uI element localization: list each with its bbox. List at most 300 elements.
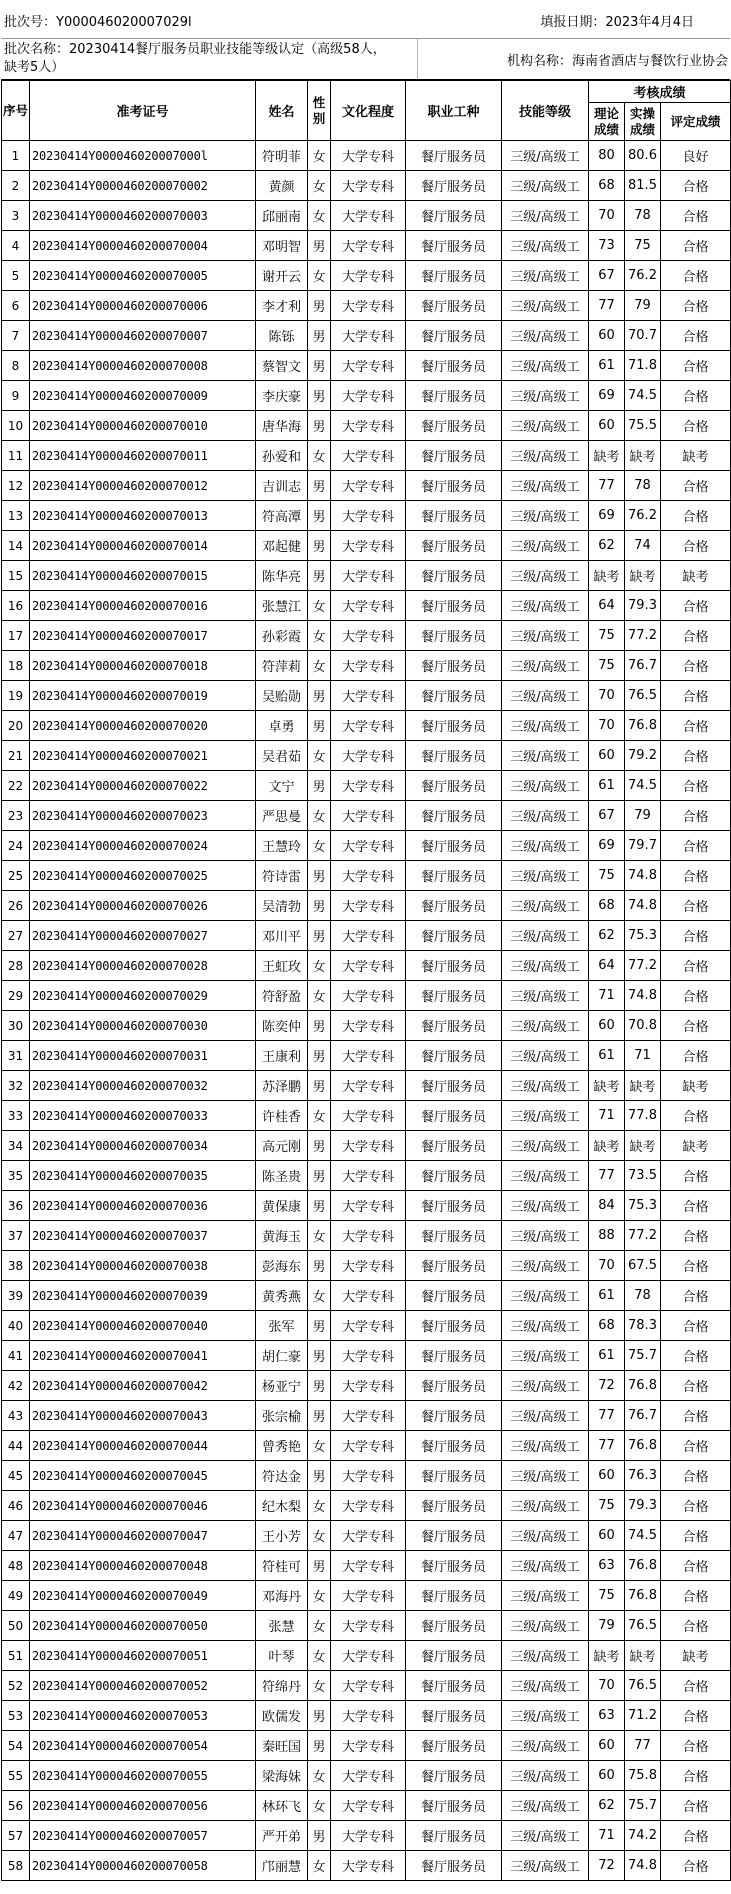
cell-ticket: 20230414Y0000460200070037 [30,1221,256,1251]
info-divider [417,39,418,79]
cell-level: 三级/高级工 [502,1821,589,1851]
cell-name: 吴君茹 [256,741,308,771]
cell-practice: 71 [625,1041,661,1071]
cell-education: 大学专科 [331,921,406,951]
cell-seq: 54 [2,1731,30,1761]
cell-name: 唐华海 [256,411,308,441]
cell-gender: 男 [308,1191,331,1221]
cell-rating: 合格 [661,1311,731,1341]
cell-practice: 70.7 [625,321,661,351]
cell-name: 符达金 [256,1461,308,1491]
fill-date: 填报日期：2023年4月4日 [540,15,694,30]
cell-ticket: 20230414Y0000460200070005 [30,261,256,291]
cell-level: 三级/高级工 [502,441,589,471]
cell-occupation: 餐厅服务员 [406,141,502,171]
table-row [2,1071,731,1101]
table-row [2,411,731,441]
cell-ticket: 20230414Y0000460200070027 [30,921,256,951]
cell-level: 三级/高级工 [502,1761,589,1791]
cell-rating: 合格 [661,1341,731,1371]
cell-level: 三级/高级工 [502,351,589,381]
cell-practice: 78 [625,471,661,501]
table-row [2,1041,731,1071]
cell-level: 三级/高级工 [502,1191,589,1221]
cell-practice: 79 [625,291,661,321]
cell-practice: 74.5 [625,381,661,411]
cell-education: 大学专科 [331,1191,406,1221]
cell-theory: 62 [589,921,625,951]
cell-seq: 12 [2,471,30,501]
cell-theory: 80 [589,141,625,171]
cell-seq: 20 [2,711,30,741]
cell-seq: 22 [2,771,30,801]
cell-occupation: 餐厅服务员 [406,861,502,891]
cell-practice: 71.2 [625,1701,661,1731]
batch-name: 批次名称：20230414餐厅服务员职业技能等级认定（高级58人，缺考5人） [4,42,386,75]
cell-education: 大学专科 [331,411,406,441]
cell-education: 大学专科 [331,1101,406,1131]
cell-name: 符高潭 [256,501,308,531]
cell-practice: 76.8 [625,1581,661,1611]
cell-education: 大学专科 [331,141,406,171]
results-body [2,141,731,1881]
cell-theory: 69 [589,381,625,411]
cell-seq: 45 [2,1461,30,1491]
cell-occupation: 餐厅服务员 [406,1191,502,1221]
cell-rating: 合格 [661,1671,731,1701]
cell-occupation: 餐厅服务员 [406,291,502,321]
cell-education: 大学专科 [331,1671,406,1701]
cell-occupation: 餐厅服务员 [406,1581,502,1611]
table-row [2,1131,731,1161]
cell-occupation: 餐厅服务员 [406,1611,502,1641]
table-row [2,231,731,261]
cell-gender: 女 [308,261,331,291]
table-row [2,861,731,891]
table-row [2,1311,731,1341]
cell-ticket: 20230414Y0000460200070053 [30,1701,256,1731]
cell-level: 三级/高级工 [502,1551,589,1581]
cell-name: 陈奕仲 [256,1011,308,1041]
cell-seq: 39 [2,1281,30,1311]
cell-name: 秦旺国 [256,1731,308,1761]
header-scores: 考核成绩 [589,81,731,103]
cell-theory: 77 [589,1401,625,1431]
cell-gender: 男 [308,1821,331,1851]
cell-education: 大学专科 [331,891,406,921]
cell-rating: 合格 [661,291,731,321]
cell-education: 大学专科 [331,1491,406,1521]
cell-theory: 69 [589,501,625,531]
cell-rating: 合格 [661,1221,731,1251]
cell-seq: 2 [2,171,30,201]
cell-ticket: 20230414Y0000460200070046 [30,1491,256,1521]
cell-theory: 71 [589,1821,625,1851]
cell-theory: 60 [589,741,625,771]
cell-occupation: 餐厅服务员 [406,801,502,831]
cell-seq: 58 [2,1851,30,1881]
cell-occupation: 餐厅服务员 [406,1491,502,1521]
cell-level: 三级/高级工 [502,1041,589,1071]
cell-theory: 63 [589,1701,625,1731]
cell-practice: 76.2 [625,501,661,531]
cell-rating: 合格 [661,231,731,261]
cell-occupation: 餐厅服务员 [406,1701,502,1731]
cell-ticket: 20230414Y0000460200070010 [30,411,256,441]
cell-practice: 79.7 [625,831,661,861]
cell-ticket: 20230414Y0000460200070045 [30,1461,256,1491]
header-gender: 性别 [308,81,331,141]
table-row [2,1701,731,1731]
cell-rating: 合格 [661,1821,731,1851]
table-row [2,1161,731,1191]
cell-practice: 78 [625,201,661,231]
cell-education: 大学专科 [331,651,406,681]
cell-gender: 男 [308,1041,331,1071]
table-row [2,1731,731,1761]
cell-practice: 74.8 [625,1851,661,1881]
table-row [2,261,731,291]
cell-gender: 女 [308,1791,331,1821]
cell-seq: 35 [2,1161,30,1191]
cell-practice: 79 [625,801,661,831]
cell-name: 卓勇 [256,711,308,741]
cell-ticket: 20230414Y0000460200070012 [30,471,256,501]
cell-name: 邓起健 [256,531,308,561]
cell-name: 孙彩霞 [256,621,308,651]
cell-rating: 缺考 [661,1131,731,1161]
cell-level: 三级/高级工 [502,1131,589,1161]
cell-gender: 女 [308,171,331,201]
cell-gender: 男 [308,1311,331,1341]
table-row [2,1491,731,1521]
cell-rating: 合格 [661,1551,731,1581]
cell-rating: 合格 [661,1251,731,1281]
cell-occupation: 餐厅服务员 [406,1731,502,1761]
cell-gender: 女 [308,1101,331,1131]
cell-seq: 47 [2,1521,30,1551]
cell-theory: 60 [589,411,625,441]
cell-seq: 33 [2,1101,30,1131]
cell-occupation: 餐厅服务员 [406,321,502,351]
cell-seq: 56 [2,1791,30,1821]
cell-ticket: 20230414Y0000460200070018 [30,651,256,681]
cell-name: 林环飞 [256,1791,308,1821]
cell-occupation: 餐厅服务员 [406,1041,502,1071]
cell-seq: 44 [2,1431,30,1461]
cell-education: 大学专科 [331,1131,406,1161]
cell-rating: 缺考 [661,441,731,471]
cell-seq: 29 [2,981,30,1011]
cell-theory: 60 [589,1731,625,1761]
table-row [2,891,731,921]
cell-gender: 男 [308,321,331,351]
cell-name: 欧儒发 [256,1701,308,1731]
cell-level: 三级/高级工 [502,1221,589,1251]
cell-ticket: 20230414Y0000460200070036 [30,1191,256,1221]
table-row [2,1461,731,1491]
cell-practice: 74.5 [625,771,661,801]
cell-gender: 男 [308,1011,331,1041]
cell-gender: 女 [308,1431,331,1461]
table-row [2,501,731,531]
cell-ticket: 20230414Y0000460200070057 [30,1821,256,1851]
cell-name: 符萍莉 [256,651,308,681]
cell-level: 三级/高级工 [502,291,589,321]
cell-seq: 28 [2,951,30,981]
cell-name: 陈圣贵 [256,1161,308,1191]
cell-practice: 缺考 [625,1131,661,1161]
cell-education: 大学专科 [331,711,406,741]
cell-occupation: 餐厅服务员 [406,411,502,441]
cell-name: 符明菲 [256,141,308,171]
cell-name: 邱丽南 [256,201,308,231]
cell-rating: 合格 [661,1581,731,1611]
cell-occupation: 餐厅服务员 [406,831,502,861]
cell-education: 大学专科 [331,201,406,231]
cell-rating: 合格 [661,501,731,531]
cell-rating: 缺考 [661,561,731,591]
cell-occupation: 餐厅服务员 [406,471,502,501]
cell-name: 胡仁豪 [256,1341,308,1371]
cell-rating: 合格 [661,621,731,651]
cell-level: 三级/高级工 [502,1701,589,1731]
cell-theory: 75 [589,861,625,891]
cell-name: 邝丽慧 [256,1851,308,1881]
cell-practice: 79.2 [625,741,661,771]
cell-name: 李庆豪 [256,381,308,411]
cell-occupation: 餐厅服务员 [406,1071,502,1101]
cell-practice: 76.2 [625,261,661,291]
cell-theory: 77 [589,1431,625,1461]
cell-name: 纪木梨 [256,1491,308,1521]
cell-seq: 5 [2,261,30,291]
cell-theory: 75 [589,1581,625,1611]
table-row [2,141,731,171]
score-sheet [1,0,730,1881]
cell-gender: 女 [308,831,331,861]
cell-level: 三级/高级工 [502,471,589,501]
cell-occupation: 餐厅服务员 [406,381,502,411]
cell-practice: 缺考 [625,561,661,591]
cell-theory: 68 [589,1311,625,1341]
cell-level: 三级/高级工 [502,171,589,201]
cell-ticket: 20230414Y0000460200070031 [30,1041,256,1071]
table-row [2,1431,731,1461]
cell-theory: 71 [589,1101,625,1131]
table-row [2,1581,731,1611]
cell-rating: 合格 [661,1101,731,1131]
cell-rating: 合格 [661,801,731,831]
cell-level: 三级/高级工 [502,1341,589,1371]
cell-rating: 合格 [661,1791,731,1821]
cell-rating: 合格 [661,981,731,1011]
cell-practice: 76.7 [625,651,661,681]
cell-level: 三级/高级工 [502,741,589,771]
cell-rating: 合格 [661,1701,731,1731]
cell-gender: 女 [308,621,331,651]
cell-occupation: 餐厅服务员 [406,531,502,561]
cell-occupation: 餐厅服务员 [406,501,502,531]
cell-ticket: 20230414Y0000460200070004 [30,231,256,261]
cell-seq: 17 [2,621,30,651]
table-row [2,471,731,501]
cell-rating: 合格 [661,891,731,921]
cell-gender: 女 [308,1851,331,1881]
cell-theory: 68 [589,891,625,921]
cell-seq: 36 [2,1191,30,1221]
cell-level: 三级/高级工 [502,531,589,561]
batch-number: 批次号：Y000046020007029l [4,15,192,30]
cell-ticket: 20230414Y0000460200070033 [30,1101,256,1131]
cell-gender: 男 [308,1161,331,1191]
sheet-top-bar [1,0,730,39]
cell-rating: 合格 [661,1461,731,1491]
cell-level: 三级/高级工 [502,1431,589,1461]
cell-level: 三级/高级工 [502,411,589,441]
cell-level: 三级/高级工 [502,201,589,231]
table-row [2,1341,731,1371]
cell-theory: 60 [589,1011,625,1041]
cell-ticket: 20230414Y0000460200070043 [30,1401,256,1431]
cell-occupation: 餐厅服务员 [406,1131,502,1161]
cell-gender: 女 [308,1761,331,1791]
cell-level: 三级/高级工 [502,891,589,921]
cell-ticket: 20230414Y0000460200070029 [30,981,256,1011]
cell-level: 三级/高级工 [502,981,589,1011]
cell-ticket: 20230414Y0000460200070025 [30,861,256,891]
cell-gender: 女 [308,741,331,771]
cell-education: 大学专科 [331,1311,406,1341]
cell-name: 吴贻勋 [256,681,308,711]
header-practice: 实操成绩 [625,103,661,141]
cell-gender: 男 [308,1401,331,1431]
cell-name: 符桂可 [256,1551,308,1581]
cell-name: 黄颜 [256,171,308,201]
cell-ticket: 20230414Y0000460200070030 [30,1011,256,1041]
cell-occupation: 餐厅服务员 [406,1551,502,1581]
cell-practice: 76.5 [625,1671,661,1701]
cell-occupation: 餐厅服务员 [406,1821,502,1851]
cell-occupation: 餐厅服务员 [406,1401,502,1431]
cell-practice: 74.8 [625,981,661,1011]
cell-occupation: 餐厅服务员 [406,771,502,801]
cell-occupation: 餐厅服务员 [406,171,502,201]
cell-name: 邓川平 [256,921,308,951]
table-row [2,1521,731,1551]
cell-practice: 67.5 [625,1251,661,1281]
cell-rating: 缺考 [661,1071,731,1101]
cell-level: 三级/高级工 [502,1311,589,1341]
cell-level: 三级/高级工 [502,1791,589,1821]
cell-occupation: 餐厅服务员 [406,1521,502,1551]
table-row [2,591,731,621]
cell-rating: 合格 [661,471,731,501]
cell-occupation: 餐厅服务员 [406,1101,502,1131]
cell-theory: 77 [589,291,625,321]
cell-theory: 60 [589,1761,625,1791]
cell-seq: 52 [2,1671,30,1701]
cell-seq: 3 [2,201,30,231]
cell-theory: 60 [589,1461,625,1491]
cell-ticket: 20230414Y0000460200070017 [30,621,256,651]
cell-rating: 合格 [661,711,731,741]
cell-theory: 75 [589,1491,625,1521]
table-row [2,1371,731,1401]
cell-occupation: 餐厅服务员 [406,1221,502,1251]
cell-ticket: 20230414Y0000460200070055 [30,1761,256,1791]
cell-seq: 16 [2,591,30,621]
cell-rating: 合格 [661,1371,731,1401]
cell-education: 大学专科 [331,1821,406,1851]
cell-seq: 14 [2,531,30,561]
table-row [2,291,731,321]
cell-practice: 77.2 [625,621,661,651]
table-row [2,1401,731,1431]
cell-education: 大学专科 [331,531,406,561]
cell-ticket: 20230414Y0000460200070052 [30,1671,256,1701]
cell-gender: 男 [308,1701,331,1731]
table-row [2,741,731,771]
cell-ticket: 20230414Y0000460200070050 [30,1611,256,1641]
cell-ticket: 20230414Y0000460200070019 [30,681,256,711]
cell-ticket: 20230414Y0000460200070015 [30,561,256,591]
table-row [2,1011,731,1041]
cell-seq: 7 [2,321,30,351]
cell-occupation: 餐厅服务员 [406,591,502,621]
cell-education: 大学专科 [331,1161,406,1191]
cell-gender: 女 [308,1611,331,1641]
cell-occupation: 餐厅服务员 [406,1311,502,1341]
table-row [2,531,731,561]
cell-theory: 60 [589,1521,625,1551]
cell-gender: 男 [308,411,331,441]
table-row [2,1101,731,1131]
cell-theory: 缺考 [589,1641,625,1671]
cell-gender: 男 [308,861,331,891]
cell-education: 大学专科 [331,831,406,861]
table-row [2,351,731,381]
cell-gender: 女 [308,1581,331,1611]
cell-ticket: 20230414Y0000460200070039 [30,1281,256,1311]
cell-name: 蔡智文 [256,351,308,381]
cell-education: 大学专科 [331,801,406,831]
cell-practice: 79.3 [625,1491,661,1521]
cell-seq: 41 [2,1341,30,1371]
sheet-info-bar [1,39,730,80]
cell-theory: 缺考 [589,441,625,471]
cell-level: 三级/高级工 [502,1491,589,1521]
cell-education: 大学专科 [331,1761,406,1791]
cell-level: 三级/高级工 [502,831,589,861]
cell-practice: 76.3 [625,1461,661,1491]
cell-gender: 女 [308,1641,331,1671]
cell-occupation: 餐厅服务员 [406,1641,502,1671]
cell-gender: 女 [308,1221,331,1251]
cell-theory: 70 [589,1671,625,1701]
cell-level: 三级/高级工 [502,381,589,411]
cell-gender: 男 [308,921,331,951]
cell-theory: 60 [589,321,625,351]
cell-practice: 75.3 [625,921,661,951]
table-row [2,1611,731,1641]
cell-seq: 13 [2,501,30,531]
cell-occupation: 餐厅服务员 [406,1251,502,1281]
cell-education: 大学专科 [331,1701,406,1731]
cell-practice: 75.5 [625,411,661,441]
cell-education: 大学专科 [331,291,406,321]
cell-education: 大学专科 [331,1401,406,1431]
